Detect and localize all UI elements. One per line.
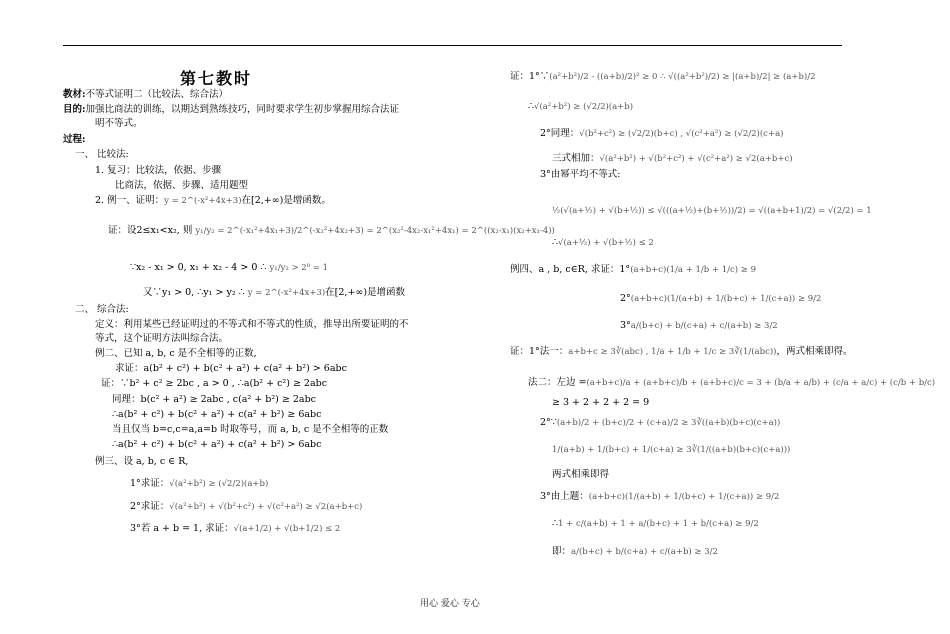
proof-3-text: 又∵y₁ > 0, ∴y₁ > y₂ ∴ <box>143 287 245 298</box>
example-3-part-3 <box>130 522 340 536</box>
objective-line-2: 明不等式。 <box>95 118 143 129</box>
r-proof-1-label: 证：1°∵ <box>510 71 550 82</box>
r-power-mean: 3°由幂平均不等式: <box>540 169 621 180</box>
proof-1-line <box>108 224 555 238</box>
example-2-proof-4: 当且仅当 b=c,c=a,a=b 时取等号，而 a, b, c 是不全相等的正数 <box>112 424 389 435</box>
proof-2-formula: y₁/y₂ > 2⁰ = 1 <box>269 263 329 273</box>
r-proof-7-formula: √(a+½) + √(b+½) ≤ 2 <box>558 238 654 248</box>
materials-line <box>63 88 228 101</box>
example-4-formula-1: (a+b+c)(1/a + 1/b + 1/c) ≥ 9 <box>630 265 757 275</box>
r-proof-3 <box>540 127 783 141</box>
r-proof-1 <box>510 70 816 84</box>
r-proof-3-label: 2°同理： <box>540 128 580 139</box>
example-3-part-2-label: 2°求证： <box>130 501 170 512</box>
example-3-part-1-label: 1°求证： <box>130 478 170 489</box>
part-3-therefore-label: ∴ <box>552 518 559 529</box>
proof-1-formula: y₁/y₂ = 2^(-x₁²+4x₁+3)/2^(-x₂²+4x₂+3) = 2^(x₂²-4x₂-x₁²+4x₁) = 2^((x₂-x₁)(x₂+x₁-4)) <box>195 226 555 236</box>
method-2-line <box>528 376 935 390</box>
r-proof-4 <box>552 152 793 166</box>
part-3-conclusion-formula: a/(b+c) + b/(c+a) + c/(a+b) ≥ 3/2 <box>571 547 718 557</box>
section-2-heading: 二、 综合法: <box>75 304 129 315</box>
proof-3-tail: 在[2,+∞)是增函数 <box>325 287 406 298</box>
objective-text: 加强比商法的训练，以期达到熟练技巧，同时要求学生初步掌握用综合法证 <box>85 104 400 115</box>
objective-label: 目的: <box>63 104 86 115</box>
part-3-line <box>540 490 779 504</box>
example-2-proof-3: ∴a(b² + c²) + b(c² + a²) + c(a² + b²) ≥ 6abc <box>112 409 322 420</box>
example-1-text: 2. 例一、证明： <box>95 195 165 206</box>
example-4-formula-3: a/(b+c) + b/(c+a) + c/(a+b) ≥ 3/2 <box>630 321 778 331</box>
example-4-text: 例四、a , b, c∈R, 求证：1° <box>510 264 631 275</box>
part-2-amgm-2 <box>552 443 790 457</box>
r-proof-7 <box>552 236 654 250</box>
part-2-formula-2: 1/(a+b) + 1/(b+c) + 1/(c+a) ≥ 3∛(1/((a+b)(b+c)(c+a))) <box>552 445 791 455</box>
process-label: 过程: <box>63 134 86 145</box>
method-1-tail: ，两式相乘即得。 <box>776 346 853 357</box>
objective-line <box>63 103 399 116</box>
r-proof-2-label: ∴ <box>528 101 535 112</box>
proof-3-formula: y = 2^(-x²+4x+3) <box>247 288 326 298</box>
example-1-tail: 在[2,+∞)是增函数。 <box>241 195 331 206</box>
page-footer: 用心 爱心 专心 <box>420 599 480 609</box>
definition-line-1: 定义：利用某些已经证明过的不等式和不等式的性质，推导出所要证明的不 <box>95 319 409 330</box>
example-3-part-3-formula: √(a+1/2) + √(b+1/2) ≤ 2 <box>233 524 341 534</box>
r-proof-3-formula: √(b²+c²) ≥ (√2/2)(b+c) , √(c²+a²) ≥ (√2/2)(c+a) <box>579 129 784 139</box>
example-2-line: 例二、已知 a, b, c 是不全相等的正数, <box>95 348 257 359</box>
example-3-part-1 <box>130 477 268 491</box>
example-4-part-2-label: 2° <box>620 293 631 304</box>
part-2-label: 2°∵ <box>540 417 557 428</box>
part-3-therefore-formula: 1 + c/(a+b) + 1 + a/(b+c) + 1 + b/(c+a) ≥ 9/2 <box>558 519 759 529</box>
part-3-label: 3°由上题： <box>540 491 589 502</box>
method-2-result: ≥ 3 + 2 + 2 + 2 = 9 <box>552 397 650 408</box>
example-3-part-2-formula: √(a²+b²) + √(b²+c²) + √(c²+a²) ≥ √2(a+b+c) <box>169 502 363 512</box>
r-proof-2 <box>528 100 633 114</box>
example-3-part-2 <box>130 500 362 514</box>
r-proof-1-formula: (a²+b²)/2 - ((a+b)/2)² ≥ 0 ∴ √((a²+b²)/2) ≥ |(a+b)/2| ≥ (a+b)/2 <box>549 72 816 82</box>
part-3-conclusion <box>552 545 718 559</box>
proof-1-text: 证：设2≤x₁<x₂, 则 <box>108 225 193 236</box>
part-2-multiply: 两式相乘即得 <box>552 469 610 480</box>
example-4-part-2 <box>620 292 821 306</box>
example-3-part-1-formula: √(a²+b²) ≥ (√2/2)(a+b) <box>169 479 269 489</box>
part-2-formula-1: (a+b)/2 + (b+c)/2 + (c+a)/2 ≥ 3∛((a+b)(b+c)(c+a)) <box>556 418 781 428</box>
example-2-claim: 求证：a(b² + c²) + b(c² + a²) + c(a² + b²) > 6abc <box>115 363 347 374</box>
page-title: 第七教时 <box>180 69 253 88</box>
example-2-proof-1: 证：∵b² + c² ≥ 2bc , a > 0 , ∴a(b² + c²) ≥ 2abc <box>101 378 328 389</box>
r-proof-4-formula: √(a²+b²) + √(b²+c²) + √(c²+a²) ≥ √2(a+b+c) <box>599 154 793 164</box>
section-1-heading: 一、 比较法: <box>75 149 129 160</box>
part-3-conclusion-label: 即： <box>552 546 572 557</box>
ratio-method-line: 比商法，依据、步骤、适用题型 <box>115 180 249 191</box>
example-4-formula-2: (a+b+c)(1/(a+b) + 1/(b+c) + 1/(c+a)) ≥ 9/2 <box>630 294 822 304</box>
method-1-label: 证：1°法一： <box>510 346 569 357</box>
example-1-line <box>95 194 331 208</box>
example-4-line <box>510 263 756 277</box>
method-2-formula: (a+b+c)/a + (a+b+c)/b + (a+b+c)/c = 3 + (b/a + a/b) + (c/a + a/c) + (c/b + b/c) <box>586 378 936 388</box>
materials-label: 教材: <box>63 89 86 100</box>
part-3-formula: (a+b+c)(1/(a+b) + 1/(b+c) + 1/(c+a)) ≥ 9/2 <box>588 492 780 502</box>
proof-2-text: ∵x₂ - x₁ > 0, x₁ + x₂ - 4 > 0 ∴ <box>130 262 267 273</box>
r-power-mean-formula <box>552 204 872 218</box>
example-3-line: 例三、设 a, b, c ∈ R, <box>95 456 189 467</box>
r-proof-4-label: 三式相加： <box>552 153 600 164</box>
part-2-amgm-1 <box>540 416 780 430</box>
example-3-part-3-label: 3°若 a + b = 1, 求证： <box>130 523 234 534</box>
example-4-part-3-label: 3° <box>620 320 631 331</box>
r-proof-7-label: ∴ <box>552 237 559 248</box>
part-3-therefore <box>552 517 759 531</box>
example-2-proof-2: 同理：b(c² + a²) ≥ 2abc , c(a² + b²) ≥ 2abc <box>112 394 316 405</box>
r-proof-2-formula: √(a²+b²) ≥ (√2/2)(a+b) <box>534 102 634 112</box>
header-rule <box>63 45 842 46</box>
review-line: 1. 复习：比较法，依据、步骤 <box>95 165 222 176</box>
proof-2-line <box>130 261 328 275</box>
method-2-label: 法二：左边 = <box>528 377 587 388</box>
materials-text: 不等式证明二（比较法、综合法） <box>85 89 229 100</box>
r-power-mean-formula-text: ½(√(a+½) + √(b+½)) ≤ √(((a+½)+(b+½))/2) = √((a+b+1)/2) = √(2/2) = 1 <box>552 206 872 216</box>
method-1-line <box>510 345 852 359</box>
example-2-conclusion: ∴a(b² + c²) + b(c² + a²) + c(a² + b²) > 6abc <box>112 439 322 450</box>
example-4-part-3 <box>620 319 778 333</box>
proof-3-line <box>143 286 405 300</box>
example-1-formula: y = 2^(-x²+4x+3) <box>164 196 242 206</box>
definition-line-2: 等式，这个证明方法叫综合法。 <box>95 333 229 344</box>
method-1-formula: a+b+c ≥ 3∛(abc) , 1/a + 1/b + 1/c ≥ 3∛(1/(abc)) <box>568 347 777 357</box>
